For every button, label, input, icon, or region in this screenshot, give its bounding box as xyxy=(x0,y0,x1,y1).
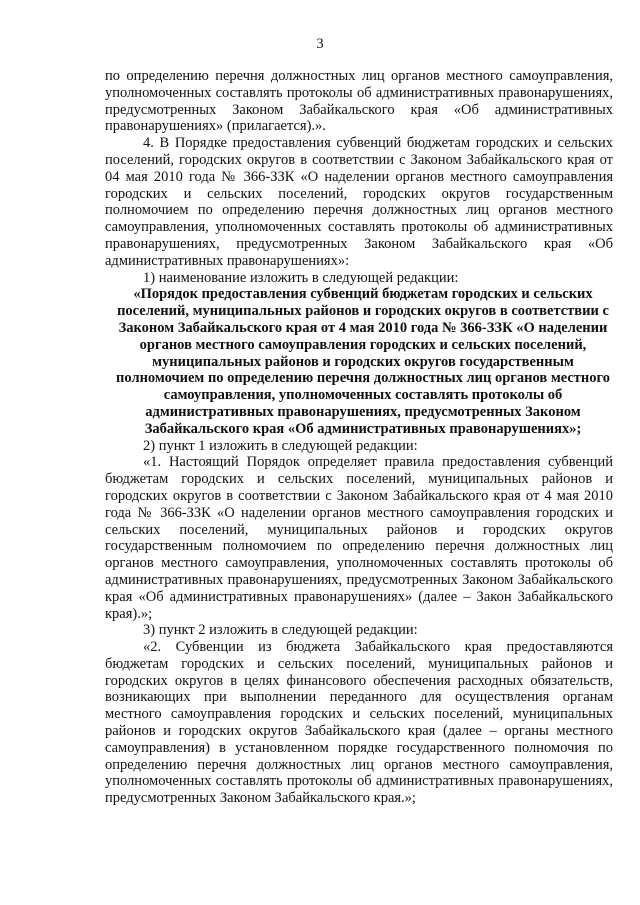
bold-procedure-title: «Порядок предоставления субвенций бюджетам городских и сельских поселений, муниципальных районов и городских округов в соответствии с Законом Забайкальского края от 4 мая 2010 года № 366-ЗЗК «О наделении органов местного самоуправления городских и сельских поселений, муниципальных районов и городских округов государственным полномочием по определению перечня должностных лиц органов местного самоуправления, уполномоченных составлять протоколы об административных правонарушениях, предусмотренных Законом Забайкальского края «Об административных правонарушениях»; xyxy=(116,286,610,437)
paragraph-subitem-3: 3) пункт 2 изложить в следующей редакции: xyxy=(143,622,418,639)
paragraph-point-2-text: «2. Субвенции из бюджета Забайкальского края предоставляются бюджетам городских и сельских поселений, муниципальных районов и городских округов в целях финансового обеспечения расходных обязательств, возникающих при выполнении переданного для осуществления органам местного самоуправления городских и сельских поселений, муниципальных районов и городских округов Забайкальского края (далее – органы местного самоуправления) в установленном порядке государственного полномочия по определению перечня должностных лиц органов местного самоуправления, уполномоченных составлять протоколы об административных правонарушениях, предусмотренных Законом Забайкальского края.»; xyxy=(105,639,613,807)
document-body xyxy=(105,68,613,807)
paragraph-item-4: 4. В Порядке предоставления субвенций бюджетам городских и сельских поселений, городских округов в соответствии с Законом Забайкальского края от 04 мая 2010 года № 366-ЗЗК «О наделении органов местного самоуправления городских и сельских поселений, городских округов государственным полномочием по определению перечня должностных лиц органов местного самоуправления, уполномоченных составлять протоколы об административных правонарушениях, предусмотренных Законом Забайкальского края «Об административных правонарушениях»: xyxy=(105,135,613,269)
paragraph-point-1-text: «1. Настоящий Порядок определяет правила предоставления субвенций бюджетам городских и сельских поселений, муниципальных районов и городских округов в соответствии с Законом Забайкальского края от 4 мая 2010 года № 366-ЗЗК «О наделении органов местного самоуправления городских и сельских поселений, муниципальных районов и городских округов государственным полномочием по определению перечня должностных лиц органов местного самоуправления, уполномоченных составлять протоколы об административных правонарушениях, предусмотренных Законом Забайкальского края «Об административных правонарушениях» (далее – Закон Забайкальского края).»; xyxy=(105,454,613,622)
paragraph-subitem-1: 1) наименование изложить в следующей редакции: xyxy=(143,269,459,286)
paragraph-subitem-2: 2) пункт 1 изложить в следующей редакции: xyxy=(143,437,418,454)
page-number: 3 xyxy=(316,36,324,52)
paragraph-continuation: по определению перечня должностных лиц органов местного самоуправления, уполномоченных составлять протоколы об административных правонарушениях, предусмотренных Законом Забайкальского края «Об административных правонарушениях» (прилагается).». xyxy=(105,68,613,135)
